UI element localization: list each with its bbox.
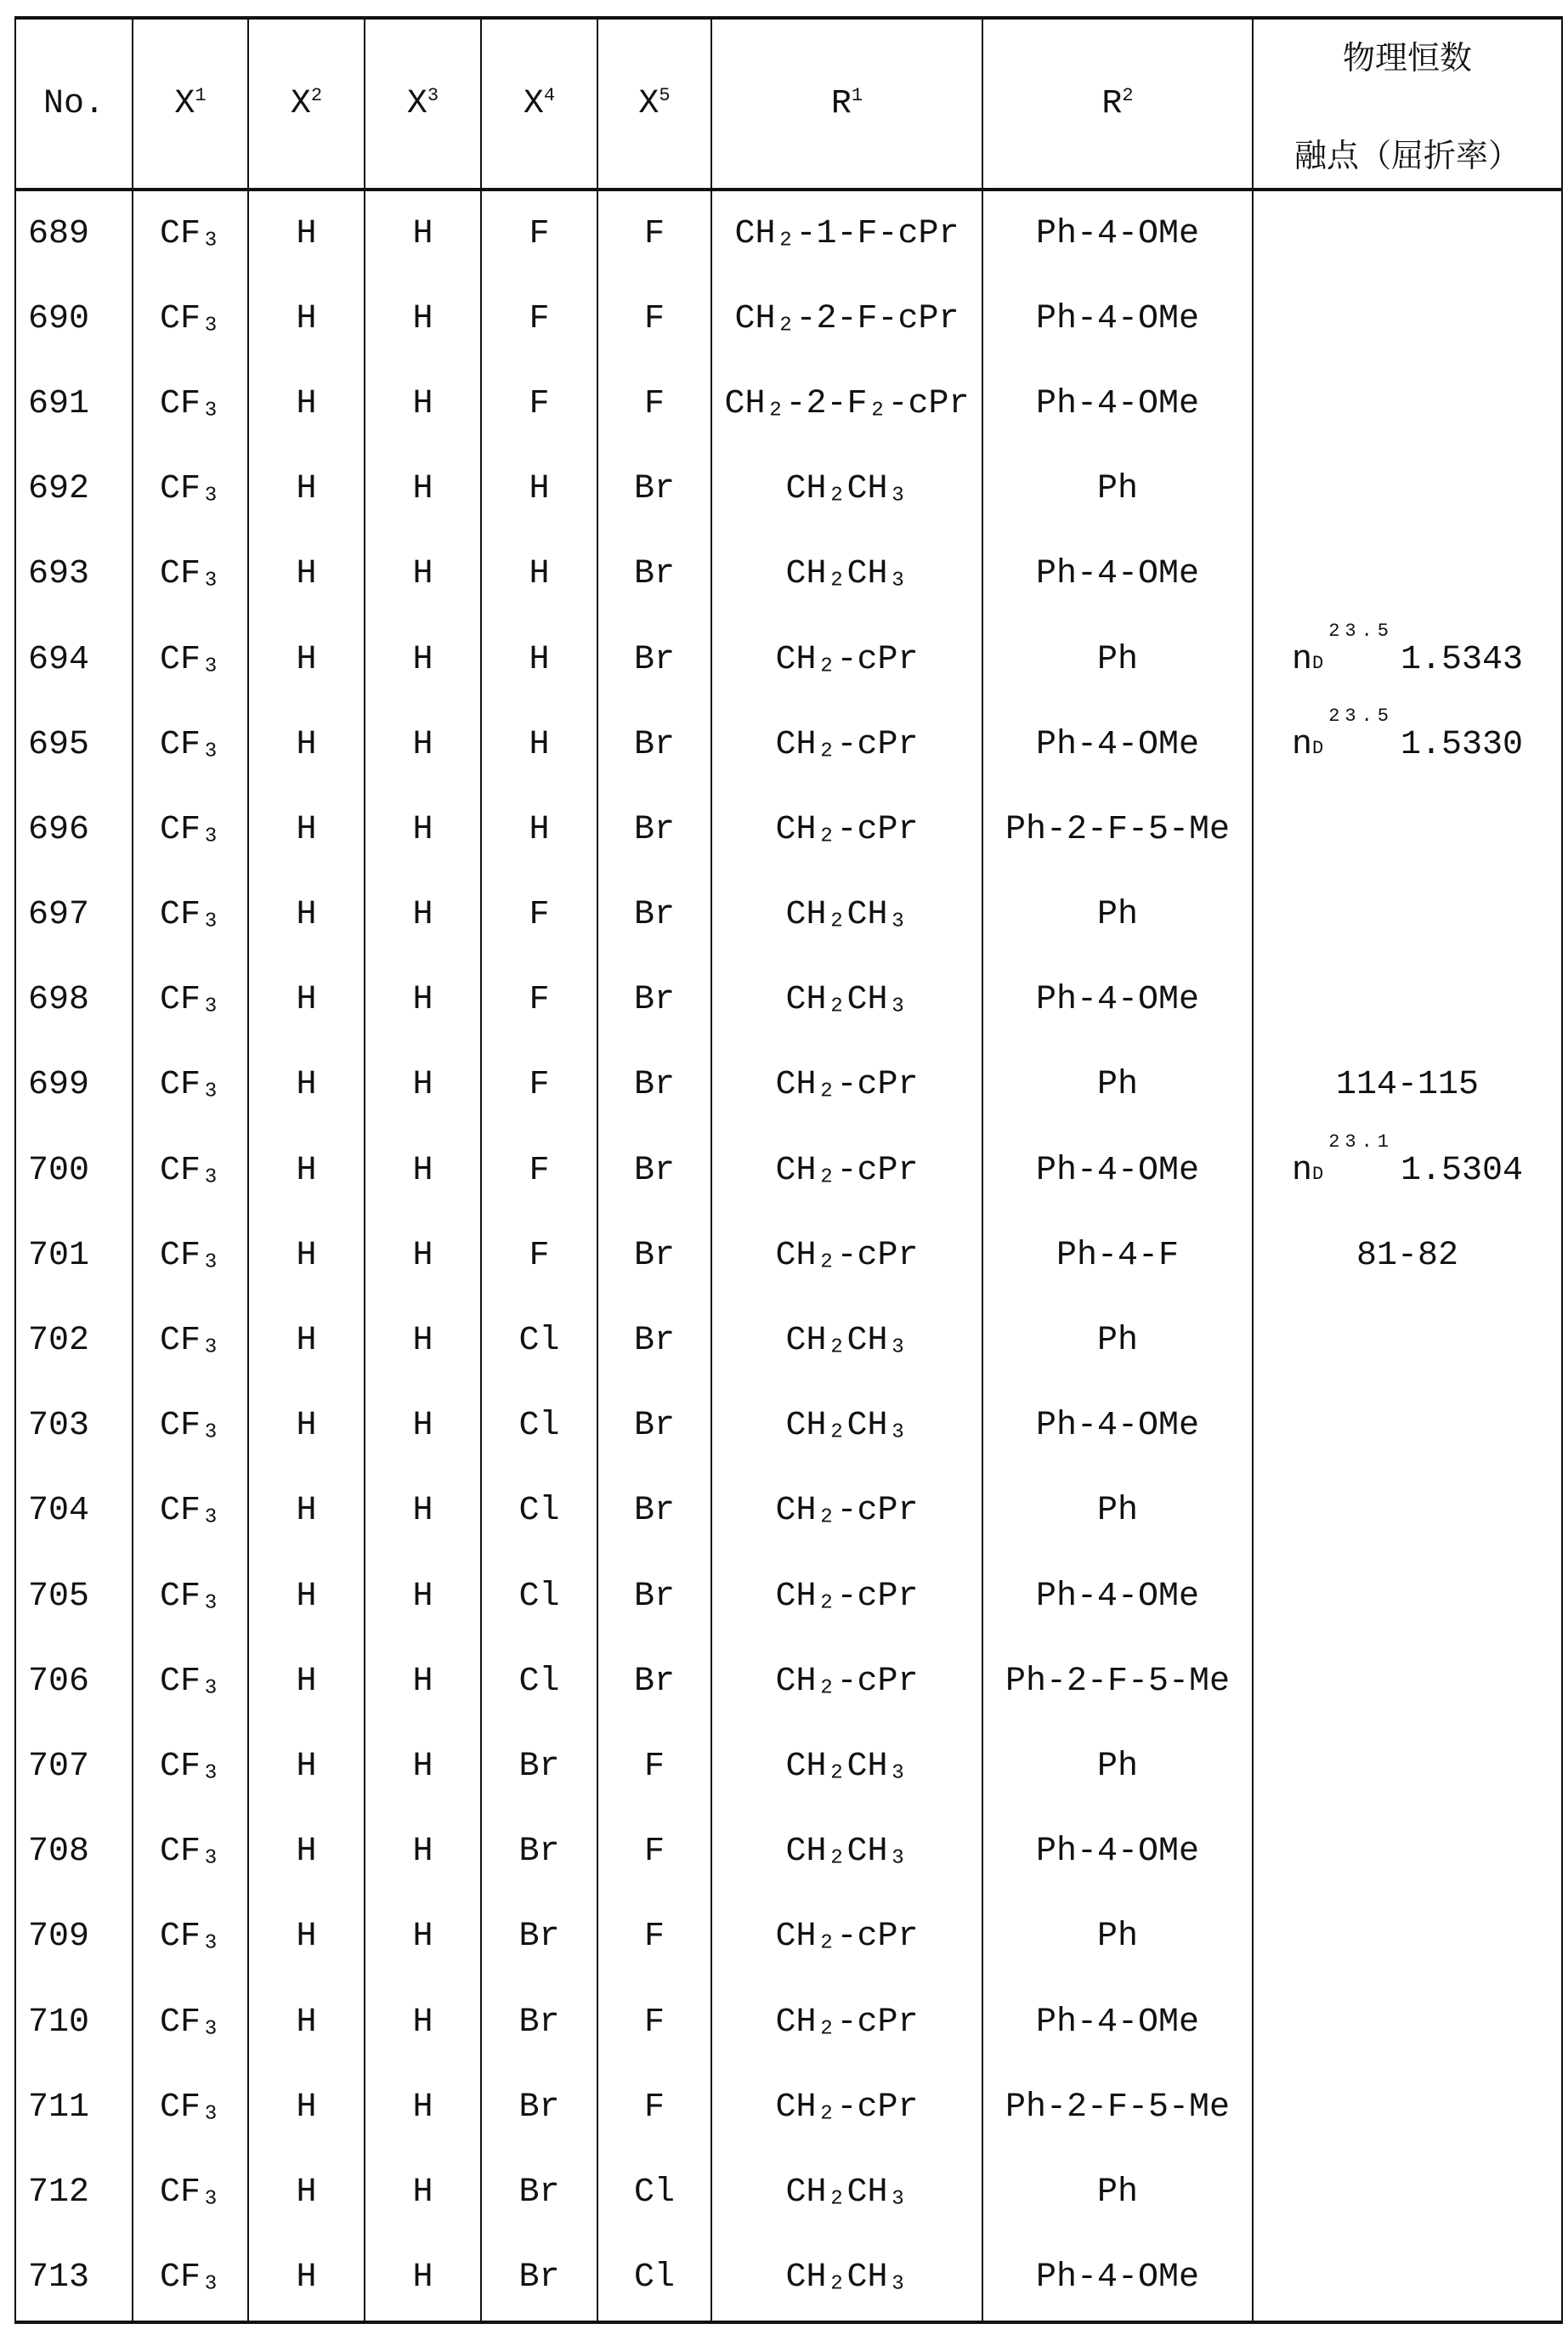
cell-r2: Ph-4-OMe	[982, 1128, 1253, 1213]
cell-r2: Ph-2-F-5-Me	[982, 787, 1253, 872]
cell-x2: H	[248, 702, 365, 787]
cell-physical-constant	[1253, 2150, 1562, 2235]
refractive-index-n: n	[1292, 726, 1312, 764]
cell-x1: CF₃	[133, 2236, 248, 2322]
cell-r1: CH₂CH₃	[711, 873, 982, 958]
cell-r2: Ph-2-F-5-Me	[982, 2065, 1253, 2150]
cell-r1: CH₂-cPr	[711, 1980, 982, 2065]
cell-no: 693	[15, 532, 133, 617]
cell-no: 695	[15, 702, 133, 787]
cell-physical-constant	[1253, 532, 1562, 617]
cell-x3: H	[365, 1810, 481, 1895]
cell-x5: F	[597, 1724, 711, 1809]
cell-x4: Cl	[481, 1384, 597, 1469]
cell-x5: F	[597, 1895, 711, 1980]
cell-x2: H	[248, 1128, 365, 1213]
cell-x3: H	[365, 1639, 481, 1724]
cell-physical-constant	[1253, 1810, 1562, 1895]
cell-r1: CH₂-1-F-cPr	[711, 190, 982, 276]
cell-r1: CH₂CH₃	[711, 532, 982, 617]
cell-physical-constant	[1253, 1554, 1562, 1639]
cell-x1: CF₃	[133, 1469, 248, 1554]
cell-physical-constant	[1253, 1213, 1562, 1298]
cell-physical-constant	[1253, 873, 1562, 958]
cell-x2: H	[248, 1298, 365, 1383]
cell-r1: CH₂-2-F-cPr	[711, 276, 982, 361]
table-row	[15, 532, 1562, 617]
cell-x5: F	[597, 2065, 711, 2150]
compound-table	[14, 16, 1563, 2324]
cell-physical-constant	[1253, 361, 1562, 446]
cell-x1: CF₃	[133, 787, 248, 872]
cell-x2: H	[248, 2065, 365, 2150]
cell-no: 704	[15, 1469, 133, 1554]
cell-x2: H	[248, 447, 365, 532]
table-row	[15, 447, 1562, 532]
cell-x1: CF₃	[133, 873, 248, 958]
header-x3	[365, 18, 481, 190]
cell-x1: CF₃	[133, 532, 248, 617]
header-x5-sup: 5	[659, 85, 670, 106]
table-row	[15, 1724, 1562, 1809]
cell-x1: CF₃	[133, 1895, 248, 1980]
table-row	[15, 1554, 1562, 1639]
cell-x3: H	[365, 361, 481, 446]
cell-x5: Br	[597, 1554, 711, 1639]
table-row	[15, 617, 1562, 702]
cell-x4: Br	[481, 1980, 597, 2065]
cell-x3: H	[365, 2065, 481, 2150]
cell-x1: CF₃	[133, 1554, 248, 1639]
cell-x4: Br	[481, 2236, 597, 2322]
header-no-label: No.	[43, 85, 105, 123]
cell-no: 708	[15, 1810, 133, 1895]
cell-r2: Ph	[982, 1469, 1253, 1554]
cell-physical-constant	[1253, 2065, 1562, 2150]
cell-x5: Br	[597, 1213, 711, 1298]
cell-x5: Br	[597, 1128, 711, 1213]
table-row	[15, 361, 1562, 446]
cell-physical-constant	[1253, 190, 1562, 276]
table-row	[15, 190, 1562, 276]
table-row	[15, 2236, 1562, 2322]
cell-r1: CH₂CH₃	[711, 1810, 982, 1895]
refractive-index-value: 1.5343	[1401, 641, 1523, 679]
cell-x2: H	[248, 190, 365, 276]
cell-x3: H	[365, 190, 481, 276]
header-phys-line1: 物理恒数	[1254, 31, 1561, 78]
melting-point: 114-115	[1336, 1066, 1479, 1104]
refractive-index	[1292, 726, 1523, 764]
cell-x2: H	[248, 958, 365, 1043]
cell-x1: CF₃	[133, 361, 248, 446]
header-x4-sup: 4	[544, 85, 555, 106]
cell-physical-constant	[1253, 617, 1562, 702]
cell-x4: H	[481, 617, 597, 702]
cell-x2: H	[248, 1639, 365, 1724]
cell-x3: H	[365, 1469, 481, 1554]
cell-x2: H	[248, 617, 365, 702]
cell-x2: H	[248, 361, 365, 446]
cell-r1: CH₂-cPr	[711, 1554, 982, 1639]
cell-x1: CF₃	[133, 1298, 248, 1383]
cell-x2: H	[248, 1895, 365, 1980]
table-row	[15, 702, 1562, 787]
cell-r1: CH₂CH₃	[711, 1298, 982, 1383]
cell-x5: Br	[597, 447, 711, 532]
cell-r1: CH₂-cPr	[711, 1895, 982, 1980]
cell-r2: Ph-4-OMe	[982, 1810, 1253, 1895]
cell-no: 690	[15, 276, 133, 361]
cell-r2: Ph-4-OMe	[982, 1384, 1253, 1469]
refractive-index-sub: D	[1312, 653, 1323, 674]
cell-x4: Cl	[481, 1469, 597, 1554]
header-r1	[711, 18, 982, 190]
cell-x4: Br	[481, 1895, 597, 1980]
refractive-index-sub: D	[1312, 1164, 1323, 1185]
cell-r2: Ph	[982, 1895, 1253, 1980]
cell-x2: H	[248, 1469, 365, 1554]
table-row	[15, 1469, 1562, 1554]
header-x5-label: X	[638, 85, 659, 123]
header-r2-label: R	[1101, 85, 1122, 123]
cell-physical-constant	[1253, 447, 1562, 532]
cell-r2: Ph-4-OMe	[982, 361, 1253, 446]
cell-no: 698	[15, 958, 133, 1043]
header-x3-label: X	[407, 85, 427, 123]
cell-x2: H	[248, 1980, 365, 2065]
cell-r2: Ph	[982, 447, 1253, 532]
header-x1-sup: 1	[195, 85, 206, 106]
header-x5	[597, 18, 711, 190]
cell-x4: F	[481, 190, 597, 276]
cell-x3: H	[365, 873, 481, 958]
table-row	[15, 1639, 1562, 1724]
header-x3-sup: 3	[427, 85, 439, 106]
cell-physical-constant	[1253, 958, 1562, 1043]
cell-x2: H	[248, 532, 365, 617]
cell-x4: F	[481, 1128, 597, 1213]
cell-r2: Ph	[982, 617, 1253, 702]
cell-r1: CH₂-cPr	[711, 1639, 982, 1724]
header-no	[15, 18, 133, 190]
cell-x3: H	[365, 702, 481, 787]
cell-x1: CF₃	[133, 276, 248, 361]
cell-r1: CH₂-cPr	[711, 1469, 982, 1554]
cell-physical-constant	[1253, 1469, 1562, 1554]
cell-x3: H	[365, 532, 481, 617]
cell-x5: Br	[597, 1298, 711, 1383]
cell-x2: H	[248, 2150, 365, 2235]
cell-x1: CF₃	[133, 1384, 248, 1469]
header-x4	[481, 18, 597, 190]
cell-x4: H	[481, 702, 597, 787]
cell-x3: H	[365, 1554, 481, 1639]
header-r1-sup: 1	[852, 85, 863, 106]
cell-x5: Cl	[597, 2236, 711, 2322]
cell-x2: H	[248, 1724, 365, 1809]
cell-r2: Ph-4-OMe	[982, 532, 1253, 617]
cell-x5: F	[597, 1810, 711, 1895]
cell-r2: Ph	[982, 1724, 1253, 1809]
table-row	[15, 1128, 1562, 1213]
cell-r1: CH₂CH₃	[711, 2150, 982, 2235]
cell-x3: H	[365, 1043, 481, 1128]
cell-r1: CH₂CH₃	[711, 1384, 982, 1469]
table-row	[15, 958, 1562, 1043]
refractive-index-value: 1.5304	[1401, 1152, 1523, 1190]
cell-x5: Br	[597, 532, 711, 617]
header-x1-label: X	[174, 85, 195, 123]
cell-r2: Ph-4-OMe	[982, 958, 1253, 1043]
header-x2	[248, 18, 365, 190]
cell-x4: Br	[481, 2065, 597, 2150]
cell-x1: CF₃	[133, 1213, 248, 1298]
refractive-index-sub: D	[1312, 738, 1323, 759]
cell-x4: F	[481, 1213, 597, 1298]
table-row	[15, 276, 1562, 361]
cell-no: 699	[15, 1043, 133, 1128]
cell-x3: H	[365, 2236, 481, 2322]
table-row	[15, 873, 1562, 958]
cell-x1: CF₃	[133, 1128, 248, 1213]
cell-x1: CF₃	[133, 2150, 248, 2235]
header-r1-label: R	[831, 85, 852, 123]
cell-x5: Br	[597, 1639, 711, 1724]
cell-x1: CF₃	[133, 1724, 248, 1809]
cell-x1: CF₃	[133, 702, 248, 787]
cell-x3: H	[365, 2150, 481, 2235]
cell-x1: CF₃	[133, 617, 248, 702]
cell-r1: CH₂-cPr	[711, 2065, 982, 2150]
table-row	[15, 2150, 1562, 2235]
header-physical-constants	[1253, 18, 1562, 190]
cell-no: 711	[15, 2065, 133, 2150]
cell-x2: H	[248, 787, 365, 872]
cell-x3: H	[365, 1128, 481, 1213]
cell-r2: Ph-2-F-5-Me	[982, 1639, 1253, 1724]
cell-no: 712	[15, 2150, 133, 2235]
cell-x4: H	[481, 532, 597, 617]
cell-r2: Ph	[982, 1043, 1253, 1128]
cell-x2: H	[248, 873, 365, 958]
cell-x5: Br	[597, 1384, 711, 1469]
cell-x1: CF₃	[133, 1043, 248, 1128]
cell-r1: CH₂CH₃	[711, 1724, 982, 1809]
refractive-index-sup: 23.5	[1328, 706, 1394, 727]
cell-r1: CH₂-cPr	[711, 787, 982, 872]
cell-x4: Cl	[481, 1639, 597, 1724]
refractive-index-sup: 23.1	[1328, 1131, 1394, 1153]
cell-r2: Ph-4-OMe	[982, 702, 1253, 787]
cell-r2: Ph-4-OMe	[982, 2236, 1253, 2322]
cell-x3: H	[365, 1298, 481, 1383]
cell-physical-constant	[1253, 1298, 1562, 1383]
cell-no: 705	[15, 1554, 133, 1639]
cell-x1: CF₃	[133, 2065, 248, 2150]
cell-r2: Ph	[982, 1298, 1253, 1383]
cell-r1: CH₂-cPr	[711, 1213, 982, 1298]
cell-x5: Br	[597, 617, 711, 702]
cell-physical-constant	[1253, 787, 1562, 872]
cell-no: 691	[15, 361, 133, 446]
cell-x3: H	[365, 1213, 481, 1298]
cell-x2: H	[248, 1213, 365, 1298]
cell-x2: H	[248, 1043, 365, 1128]
cell-r2: Ph-4-OMe	[982, 1980, 1253, 2065]
cell-no: 701	[15, 1213, 133, 1298]
cell-x3: H	[365, 447, 481, 532]
cell-x5: Br	[597, 1469, 711, 1554]
cell-no: 703	[15, 1384, 133, 1469]
cell-x5: F	[597, 1980, 711, 2065]
header-row	[15, 18, 1562, 190]
cell-x5: Br	[597, 873, 711, 958]
cell-x3: H	[365, 1980, 481, 2065]
cell-x3: H	[365, 787, 481, 872]
cell-no: 709	[15, 1895, 133, 1980]
cell-physical-constant	[1253, 702, 1562, 787]
header-x4-label: X	[524, 85, 544, 123]
table-row	[15, 2065, 1562, 2150]
cell-x3: H	[365, 1724, 481, 1809]
cell-x5: Br	[597, 958, 711, 1043]
cell-physical-constant	[1253, 276, 1562, 361]
cell-x2: H	[248, 1810, 365, 1895]
cell-r1: CH₂-2-F₂-cPr	[711, 361, 982, 446]
table-row	[15, 1980, 1562, 2065]
cell-x4: H	[481, 447, 597, 532]
cell-x5: F	[597, 276, 711, 361]
cell-no: 707	[15, 1724, 133, 1809]
cell-x4: F	[481, 1043, 597, 1128]
table-row	[15, 1298, 1562, 1383]
cell-x3: H	[365, 276, 481, 361]
header-x2-sup: 2	[311, 85, 322, 106]
cell-r2: Ph	[982, 873, 1253, 958]
cell-x1: CF₃	[133, 1810, 248, 1895]
cell-x5: F	[597, 361, 711, 446]
cell-x3: H	[365, 958, 481, 1043]
cell-x4: F	[481, 276, 597, 361]
cell-x2: H	[248, 1554, 365, 1639]
header-r2	[982, 18, 1253, 190]
cell-x4: F	[481, 958, 597, 1043]
cell-r2: Ph-4-F	[982, 1213, 1253, 1298]
table-row	[15, 1043, 1562, 1128]
cell-x1: CF₃	[133, 190, 248, 276]
header-x1	[133, 18, 248, 190]
cell-no: 713	[15, 2236, 133, 2322]
cell-x1: CF₃	[133, 1980, 248, 2065]
melting-point: 81-82	[1356, 1237, 1458, 1275]
refractive-index	[1292, 1152, 1523, 1190]
cell-x1: CF₃	[133, 958, 248, 1043]
header-x2-label: X	[291, 85, 311, 123]
cell-no: 710	[15, 1980, 133, 2065]
cell-r2: Ph	[982, 2150, 1253, 2235]
table-row	[15, 1384, 1562, 1469]
cell-x1: CF₃	[133, 447, 248, 532]
cell-no: 696	[15, 787, 133, 872]
cell-r2: Ph-4-OMe	[982, 190, 1253, 276]
cell-x2: H	[248, 1384, 365, 1469]
cell-r1: CH₂CH₃	[711, 2236, 982, 2322]
refractive-index-value: 1.5330	[1401, 726, 1523, 764]
cell-x5: F	[597, 190, 711, 276]
cell-r1: CH₂CH₃	[711, 447, 982, 532]
cell-no: 689	[15, 190, 133, 276]
cell-r2: Ph-4-OMe	[982, 276, 1253, 361]
table-row	[15, 787, 1562, 872]
cell-x4: F	[481, 873, 597, 958]
cell-r1: CH₂-cPr	[711, 617, 982, 702]
cell-no: 702	[15, 1298, 133, 1383]
cell-no: 697	[15, 873, 133, 958]
cell-x4: Br	[481, 1810, 597, 1895]
header-r2-sup: 2	[1122, 85, 1133, 106]
cell-r2: Ph-4-OMe	[982, 1554, 1253, 1639]
cell-x5: Cl	[597, 2150, 711, 2235]
cell-x4: Cl	[481, 1298, 597, 1383]
cell-no: 706	[15, 1639, 133, 1724]
cell-no: 700	[15, 1128, 133, 1213]
cell-physical-constant	[1253, 1980, 1562, 2065]
cell-x4: F	[481, 361, 597, 446]
cell-x3: H	[365, 1384, 481, 1469]
cell-x3: H	[365, 617, 481, 702]
refractive-index-n: n	[1292, 1152, 1312, 1190]
cell-x2: H	[248, 276, 365, 361]
cell-physical-constant	[1253, 1128, 1562, 1213]
cell-x5: Br	[597, 1043, 711, 1128]
cell-x5: Br	[597, 702, 711, 787]
cell-x5: Br	[597, 787, 711, 872]
cell-r1: CH₂-cPr	[711, 1043, 982, 1128]
table-row	[15, 1810, 1562, 1895]
cell-r1: CH₂-cPr	[711, 1128, 982, 1213]
table-row	[15, 1895, 1562, 1980]
cell-x1: CF₃	[133, 1639, 248, 1724]
cell-no: 694	[15, 617, 133, 702]
cell-r1: CH₂CH₃	[711, 958, 982, 1043]
cell-physical-constant	[1253, 1895, 1562, 1980]
table-row	[15, 1213, 1562, 1298]
refractive-index-n: n	[1292, 641, 1312, 679]
cell-physical-constant	[1253, 1724, 1562, 1809]
table-body	[15, 190, 1562, 2322]
refractive-index	[1292, 641, 1523, 679]
cell-x4: H	[481, 787, 597, 872]
cell-x4: Br	[481, 1724, 597, 1809]
cell-physical-constant	[1253, 1043, 1562, 1128]
cell-physical-constant	[1253, 2236, 1562, 2322]
cell-x2: H	[248, 2236, 365, 2322]
cell-x4: Cl	[481, 1554, 597, 1639]
cell-physical-constant	[1253, 1384, 1562, 1469]
cell-x4: Br	[481, 2150, 597, 2235]
cell-physical-constant	[1253, 1639, 1562, 1724]
cell-r1: CH₂-cPr	[711, 702, 982, 787]
refractive-index-sup: 23.5	[1328, 621, 1394, 642]
header-phys-line2: 融点（屈折率）	[1254, 129, 1561, 176]
cell-x3: H	[365, 1895, 481, 1980]
cell-no: 692	[15, 447, 133, 532]
